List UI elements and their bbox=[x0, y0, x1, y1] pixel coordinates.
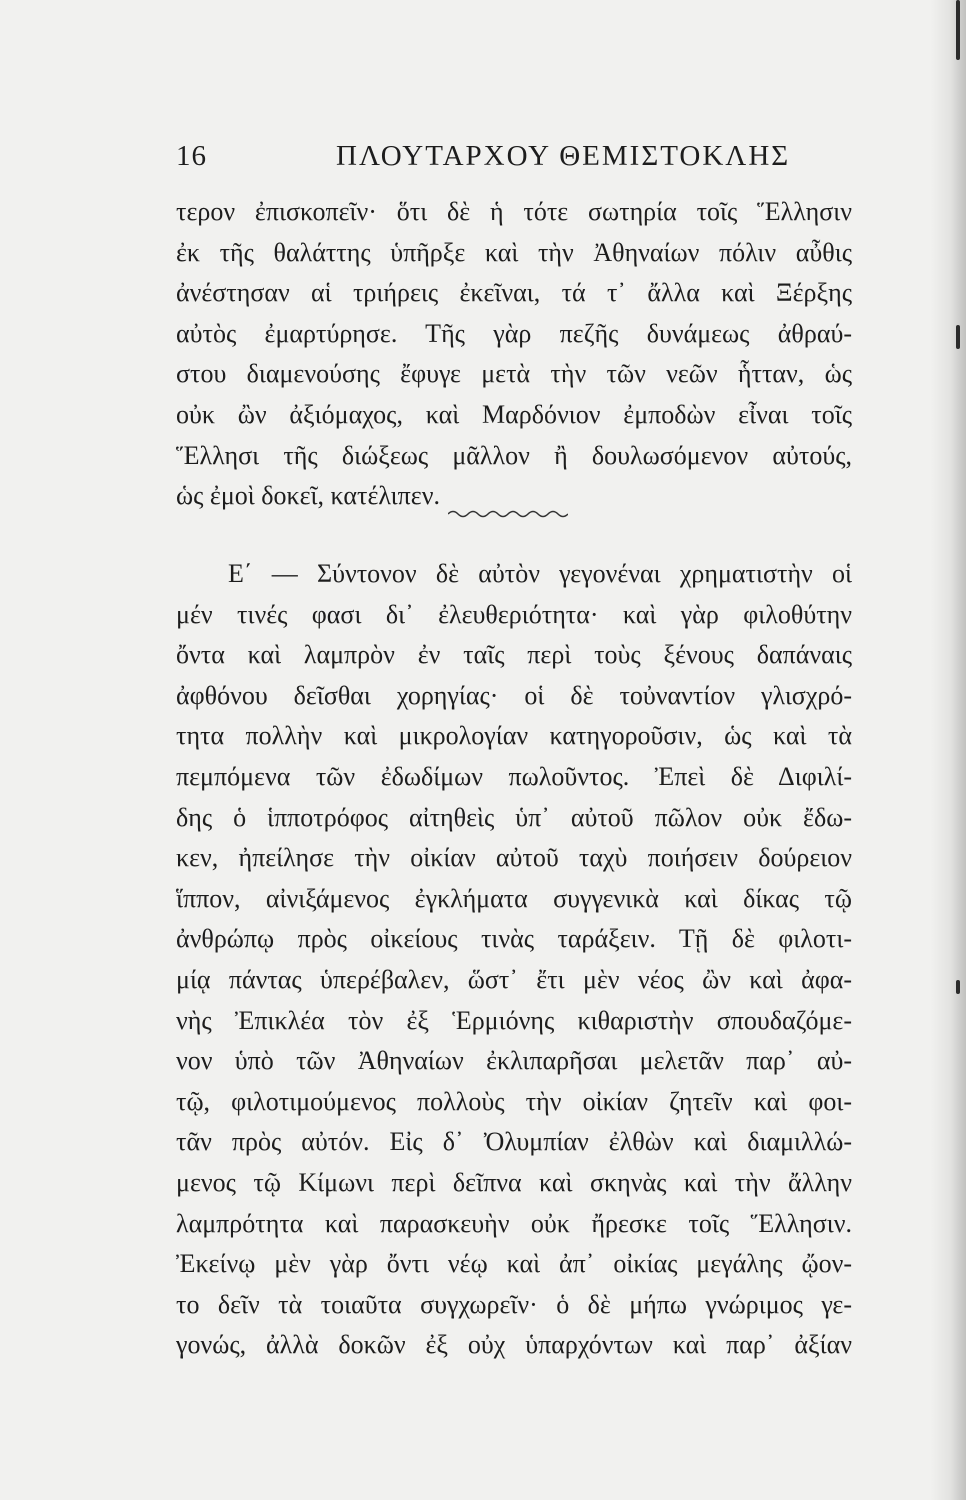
text-line: στου διαμενούσης ἔφυγε μετὰ τὴν τῶν νεῶν ἧτταν, ὡς bbox=[176, 359, 852, 389]
text-line: ἀνέστησαν αἱ τριήρεις ἐκεῖναι, τά τ᾽ ἄλλα καὶ Ξέρξης bbox=[176, 278, 852, 308]
text-line: δης ὁ ἱπποτρόφος αἰτηθεὶς ὑπ᾽ αὐτοῦ πῶλον οὐκ ἔδω- bbox=[176, 802, 852, 832]
text-line: ἵππον, αἰνιξάμενος ἐγκλήματα συγγενικὰ καὶ δίκας τῷ bbox=[176, 883, 852, 913]
text-line: ἀφθόνου δεῖσθαι χορηγίας· οἱ δὲ τοὐναντίον γλισχρό- bbox=[176, 680, 852, 710]
text-line: μενος τῷ Κίμωνι περὶ δεῖπνα καὶ σκηνὰς καὶ τὴν ἄλλην bbox=[176, 1167, 852, 1197]
page-edge-shadow bbox=[930, 0, 966, 1500]
text-line: τῷ, φιλοτιμούμενος πολλοὺς τὴν οἰκίαν ζητεῖν καὶ φοι- bbox=[176, 1086, 852, 1116]
page-edge-mark bbox=[956, 325, 960, 349]
text-line: ὄντα καὶ λαμπρὸν ἐν ταῖς περὶ τοὺς ξένους δαπάναις bbox=[176, 640, 852, 670]
paragraph bbox=[176, 192, 852, 517]
text-line: οὐκ ὢν ἀξιόμαχος, καὶ Μαρδόνιον ἐμποδὼν εἶναι τοῖς bbox=[176, 399, 852, 429]
paragraph bbox=[176, 554, 852, 1366]
text-line: πεμπόμενα τῶν ἐδωδίμων πωλοῦντος. Ἐπεὶ δὲ Διφιλί- bbox=[176, 761, 852, 791]
text-line: γονώς, ἀλλὰ δοκῶν ἐξ οὐχ ὑπαρχόντων καὶ παρ᾽ ἀξίαν bbox=[176, 1330, 852, 1360]
text-line: ὡς ἐμοὶ δοκεῖ, κατέλιπεν. bbox=[176, 481, 440, 511]
text-line: λαμπρότητα καὶ παρασκευὴν οὐκ ἤρεσκε τοῖς Ἕλλησιν. bbox=[176, 1208, 852, 1238]
text-line: Ἐκείνῳ μὲν γὰρ ὄντι νέῳ καὶ ἀπ᾽ οἰκίας μεγάλης ᾤον- bbox=[176, 1249, 852, 1279]
text-line: αὐτὸς ἐμαρτύρησε. Τῆς γὰρ πεζῆς δυνάμεως ἀθραύ- bbox=[176, 318, 852, 348]
text-line: νον ὑπὸ τῶν Ἀθηναίων ἐκλιπαρῆσαι μελετᾶν παρ᾽ αὐ- bbox=[176, 1046, 852, 1076]
running-title: ΠΛΟΥΤΑΡΧΟΥ ΘΕΜΙΣΤΟΚΛΗΣ bbox=[336, 140, 791, 172]
page-header bbox=[176, 140, 866, 180]
page-edge-mark bbox=[956, 980, 960, 994]
text-line: Ἕλλησι τῆς διώξεως μᾶλλον ἢ δουλωσόμενον αὐτούς, bbox=[176, 440, 852, 470]
text-line: νὴς Ἐπικλέα τὸν ἐξ Ἑρμιόνης κιθαριστὴν σπουδαζόμε- bbox=[176, 1005, 852, 1035]
page-edge-mark bbox=[956, 0, 960, 60]
text-line: τερον ἐπισκοπεῖν· ὅτι δὲ ἡ τότε σωτηρία τοῖς Ἕλλησιν bbox=[176, 197, 852, 226]
text-line: ἐκ τῆς θαλάττης ὑπῆρξε καὶ τὴν Ἀθηναίων πόλιν αὖθις bbox=[176, 237, 852, 267]
text-line: Ε΄ — Σύντονον δὲ αὐτὸν γεγονέναι χρηματιστὴν οἱ bbox=[228, 559, 852, 588]
text-line: το δεῖν τὰ τοιαῦτα συγχωρεῖν· ὁ δὲ μήπω γνώριμος γε- bbox=[176, 1289, 852, 1319]
text-line: μέν τινές φασι δι᾽ ἐλευθεριότητα· καὶ γὰρ φιλοθύτην bbox=[176, 599, 852, 629]
text-line: κεν, ἠπείλησε τὴν οἰκίαν αὐτοῦ ταχὺ ποιήσειν δούρειον bbox=[176, 843, 852, 873]
page-number: 16 bbox=[176, 140, 207, 172]
text-line: μίᾳ πάντας ὑπερέβαλεν, ὥστ᾽ ἔτι μὲν νέος ὢν καὶ ἀφα- bbox=[176, 964, 852, 994]
section-divider-ornament bbox=[448, 506, 568, 520]
text-line: ἀνθρώπῳ πρὸς οἰκείους τινὰς ταράξειν. Τῇ δὲ φιλοτι- bbox=[176, 924, 852, 954]
text-line: τητα πολλὴν καὶ μικρολογίαν κατηγοροῦσιν, ὡς καὶ τὰ bbox=[176, 721, 852, 751]
text-line: τᾶν πρὸς αὐτόν. Εἰς δ᾽ Ὀλυμπίαν ἐλθὼν καὶ διαμιλλώ- bbox=[176, 1127, 852, 1157]
